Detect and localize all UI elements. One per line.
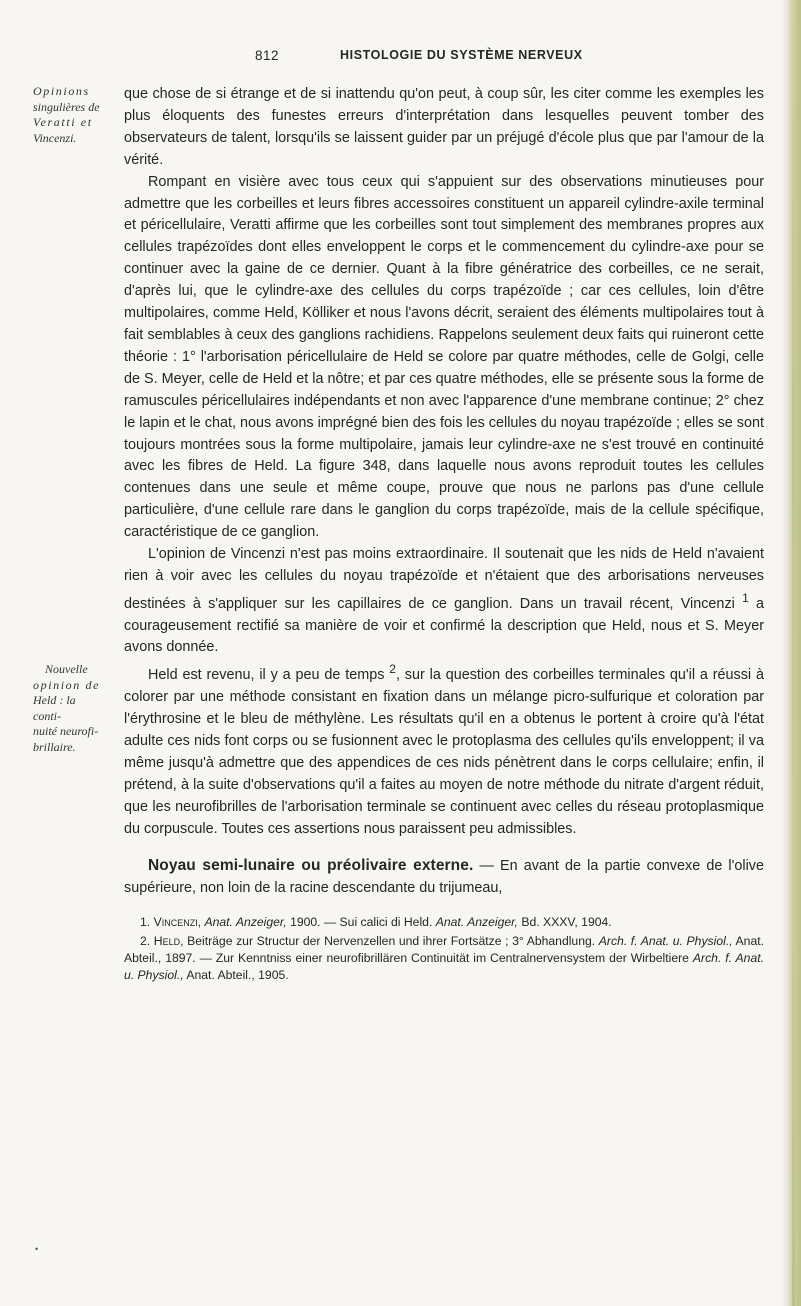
footnote: 2. Held, Beiträge zur Structur der Nervenzellen und ihrer Fortsätze ; 3° Abhandlung. Arch. f. Anat. u. Physiol., Anat. Abteil., 1897. — Zur Kenntniss einer neurofibrillären Continuität im Centralnervensystem der Wirbeltiere Arch. f. Anat. u. Physiol., Anat. Abteil., 1905. — [124, 934, 765, 982]
running-title: HISTOLOGIE DU SYSTÈME NERVEUX — [340, 48, 583, 62]
section-paragraph: Noyau semi-lunaire ou préolivaire externe. — En avant de la partie convexe de l'olive supérieure, non loin de la racine descendante du trijumeau, — [124, 857, 764, 897]
footnote-ref: 2 — [389, 662, 396, 677]
paragraph: L'opinion de Vincenzi n'est pas moins extraordinaire. Il soutenait que les nids de Held n'avaient rien à voir avec les cellules du noyau trapézoïde et n'étaient que des arborisations nerveuses destinées à s'appliquer sur les capillaires de ce ganglion. Dans un travail récent, Vincenzi $^1$ a courageusement rectifié sa manière de voir et confirmé la description que Held, nous et S. Meyer avons donnée. — [124, 546, 764, 656]
section-title: Noyau semi-lunaire ou préolivaire externe. — [148, 857, 474, 875]
footnotes — [124, 914, 764, 986]
page-number: 812 — [255, 48, 280, 63]
paragraph: que chose de si étrange et de si inattendu qu'on peut, à coup sûr, les citer comme les exemples les plus éloquents des funestes erreurs d'interprétation dans lesquelles peuvent tomber des observateurs de talent, lorsqu'ils se laissent guider par un préjugé d'école plus que par l'amour de la vérité. — [124, 86, 764, 168]
paragraph: Held est revenu, il y a peu de temps $^2$, sur la question des corbeilles terminales qu'il a réussi à colorer par une méthode consistant en fixation dans un mélange picro-sulfurique et coloration par l'érythrosine et le bleu de méthylène. Les résultats qu'il en a obtenus le portent à croire qu'à l'état adulte ces nids font corps ou se fusionnent avec le protoplasma des cellules qu'ils enveloppent; il va même jusqu'à admettre que des appendices de ces nids pénètrent dans le corps cellulaire; enfin, il prétend, à la suite d'observations qu'il a faites au moyen de notre méthode du nitrate d'argent réduit, que les neurofibrilles de l'arborisation terminale se continuent avec celles du réseau protoplasmique du corpuscule. Toutes ces assertions nous paraissent peu admissibles. — [124, 662, 764, 837]
margin-note-nouvelle-opinion: Nouvelle opinion de Held : la conti- nuité neurofi- brillaire. — [33, 662, 100, 754]
body-text — [124, 84, 764, 900]
page-edge-shadow — [781, 0, 801, 1306]
margin-note-opinions: Opinions singulières de Veratti et Vincenzi. — [33, 84, 100, 145]
paragraph: Rompant en visière avec tous ceux qui s'appuient sur des observations minutieuses pour admettre que les corbeilles et leurs fibres accessoires constituent un appareil cylindre-axile terminal et péricellulaire, Veratti affirme que les corbeilles sont tout simplement des membranes propres aux cellules trapézoïdes dont elles enveloppent le corps et le commencement du cylindre-axe pour se continuer avec la gaine de ce dernier. Quant à la fibre génératrice des corbeilles, ce ne serait, d'après lui, que le cylindre-axe des cellules du corps trapézoïde ; car ces cellules, loin d'être multipolaires, comme Held, Kölliker et nous l'avons décrit, seraient des éléments multipolaires tout à fait semblables à ceux des ganglions rachidiens. Rappelons seulement deux faits qui ruineront cette théorie : 1° l'arborisation péricellulaire de Held se colore par quatre méthodes, celle de Golgi, celle de S. Meyer, celle de Held et la nôtre; et par ces quatre méthodes, elle se présente sous la forme de ramuscules péricellulaires indépendants et non avec l'apparence d'une membrane continue; 2° chez le lapin et le chat, nous avons imprégné bien des fois les cellules du noyau trapézoïde ; elles se sont toujours montrées sous la forme multipolaire, jamais leur cylindre-axe ne s'est trouvé en continuité avec les fibres de Held. La figure 348, dans laquelle nous avons reproduit toutes les cellules contenues dans une seule et même coupe, prouve que nous ne parlons pas d'une cellule particulière, d'une cellule rare dans le ganglion du corps trapézoïde, mais de la cellule spécifique, caractéristique de ce ganglion. — [124, 173, 764, 541]
footnote-ref: 1 — [742, 590, 749, 605]
stray-mark: • — [35, 1244, 39, 1254]
footnote: 1. Vincenzi, Anat. Anzeiger, 1900. — Sui calici di Held. Anat. Anzeiger, Bd. XXXV, 1904. — [140, 915, 612, 929]
